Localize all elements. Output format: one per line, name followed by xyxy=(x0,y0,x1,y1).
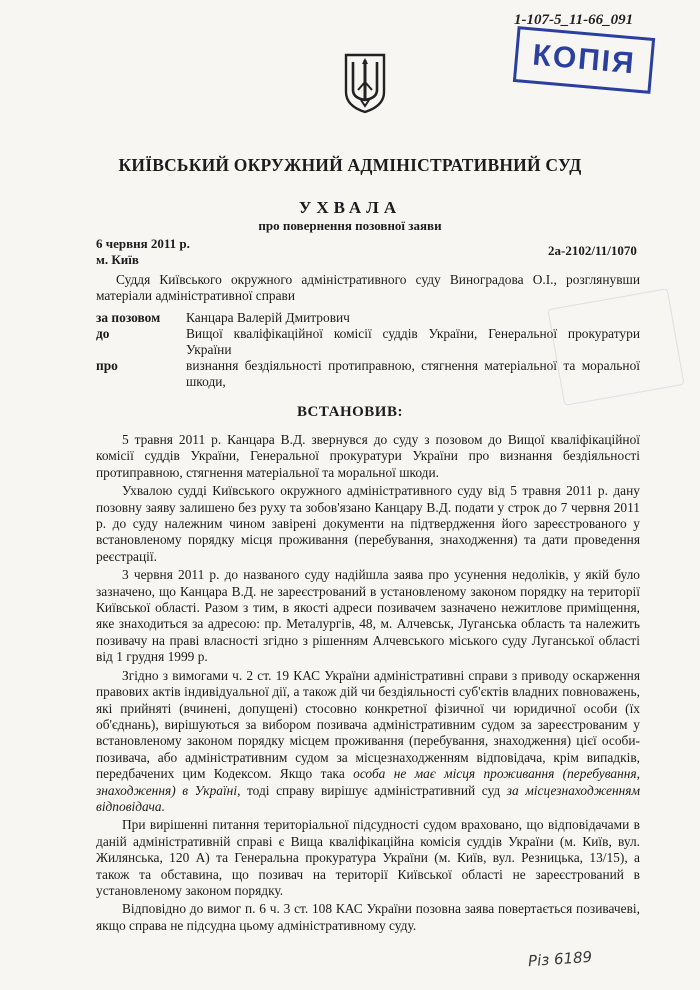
body-paragraph: Ухвалою судді Київського окружного адміністративного суду від 5 травня 2011 р. дану позовну заяву залишено без руху та зобов'язано Канцару В.Д. подати у строк до 7 червня 2011 р. до суду належним чином завірені документи на підтвердження його зареєстрованого у встановленому порядку місця проживання (перебування, знаходження) та дати проведення реєстрації. xyxy=(96,483,640,564)
section-heading: ВСТАНОВИВ: xyxy=(297,404,403,420)
party-row-defendant xyxy=(96,326,640,360)
document-title: УХВАЛА xyxy=(298,198,402,217)
court-name: КИЇВСЬКИЙ ОКРУЖНИЙ АДМІНІСТРАТИВНИЙ СУД xyxy=(118,155,582,175)
body-paragraph: 5 травня 2011 р. Канцара В.Д. звернувся до суду з позовом до Вищої кваліфікаційної комісії суддів України, Генеральної прокуратури України про визнання бездіяльності протиправною, стягнення матеріальної та моральної шкоди. xyxy=(96,432,640,480)
registration-number: 2а-2102/11/1070 xyxy=(548,243,637,258)
handwritten-note: Різ 6189 xyxy=(527,947,593,971)
body-emphasis: за місцезнаходженням відповідача. xyxy=(96,782,640,814)
document-place: м. Київ xyxy=(96,252,139,267)
party-row-subject xyxy=(96,358,640,392)
trident-emblem-icon xyxy=(343,52,387,114)
party-label: до xyxy=(96,326,110,341)
body-paragraph: 3 червня 2011 р. до названого суду надійшла заява про усунення недоліків, у якій було зазначено, що Канцара В.Д. не зареєстрований в установленому законом порядку на території Київської області. Разом з тим, в якості адреси позивачем зазначено нежитлове приміщення, яке знаходиться за адресою: пр. Металургів, 48, м. Алчевськ, Луганська область та належить позивачу на праві власності згідно з рішенням Алчевського міського суду Луганської області від 1 грудня 1999 р. xyxy=(96,567,640,665)
case-reference: 1-107-5_11-66_091 xyxy=(514,12,634,28)
body-text-part: , тоді справу вирішує адміністративний суд xyxy=(237,782,507,798)
party-value: визнання бездіяльності протиправною, стягнення матеріальної та моральної шкоди, xyxy=(186,358,640,390)
party-value: Канцара Валерій Дмитрович xyxy=(186,310,350,325)
copy-stamp xyxy=(513,26,655,94)
body-text-part: Згідно з вимогами ч. 2 ст. 19 КАС України адміністративні справи з приводу оскарження правових актів індивідуальної дії, а також дій чи бездіяльності суб'єктів владних повноважень, які прийняті (вчинені, допущені) стосовно конкретної фізичної чи юридичної особи (їх об'єднань), вирішуються за вибором позивача адміністративним судом за зареєстрованим у встановленому законом порядку місцем проживання (перебування, знаходження) цієї особи-позивача, або адміністративним судом за місцезнаходженням відповідача, крім випадків, передбачених цим Кодексом. Якщо така xyxy=(96,667,640,782)
body-emphasis: особа не має місця проживання (перебування, знаходження) в Україні xyxy=(96,766,640,798)
party-label: про xyxy=(96,358,118,373)
intro-paragraph: Суддя Київського окружного адміністративного суду Виноградова О.І., розглянувши матеріали адміністративної справи xyxy=(96,272,640,304)
body-paragraph xyxy=(96,668,640,816)
copy-stamp-text: КОПІЯ xyxy=(531,38,637,81)
party-label: за позовом xyxy=(96,310,161,325)
body-paragraph: При вирішенні питання територіальної підсудності судом враховано, що відповідачами в даній адміністративній справі є Вища кваліфікаційна комісія суддів України (м. Київ, вул. Жилянська, 120 А) та Генеральна прокуратура України (м. Київ, вул. Резницька, 13/15), а також та обставина, що позивач на території Київської області не зареєстрований в установленому законом порядку. xyxy=(96,817,640,898)
document-date: 6 червня 2011 р. xyxy=(96,236,190,251)
body-paragraph: Відповідно до вимог п. 6 ч. 3 ст. 108 КАС України позовна заява повертається позивачеві, якщо справа не підсудна цьому адміністративному суду. xyxy=(96,901,640,933)
document-subtitle: про повернення позовної заяви xyxy=(258,218,442,233)
document-body xyxy=(96,432,640,936)
party-value: Вищої кваліфікаційної комісії суддів України, Генеральної прокуратури України xyxy=(186,326,640,358)
